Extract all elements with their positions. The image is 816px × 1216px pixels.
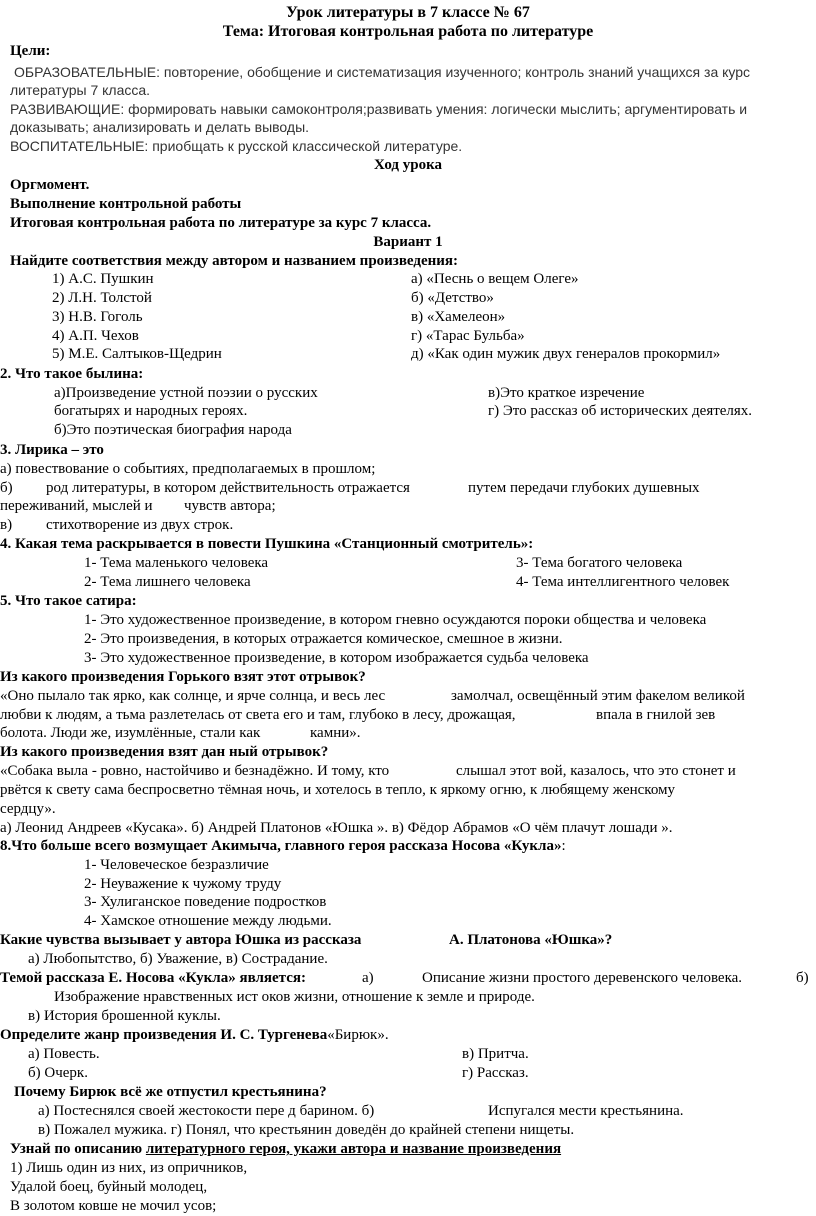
q1-work: г) «Тарас Бульба» bbox=[411, 328, 525, 344]
q1-author: 5) М.Е. Салтыков-Щедрин bbox=[52, 346, 222, 362]
q1-author: 3) Н.В. Гоголь bbox=[52, 309, 143, 325]
q3-option-b-end: путем передачи глубоких душевных bbox=[468, 480, 700, 496]
q13-title-underlined: литературного героя, укажи автора и название произведения bbox=[145, 1141, 562, 1157]
q12-title: Почему Бирюк всё же отпустил крестьянина? bbox=[14, 1084, 327, 1100]
q3-option-b-cont: переживаний, мыслей и bbox=[0, 498, 153, 514]
variant-heading: Вариант 1 bbox=[373, 234, 443, 250]
lesson-course-heading: Ход урока bbox=[373, 157, 443, 173]
goals-heading: Цели: bbox=[10, 43, 51, 59]
final-test-heading: Итоговая контрольная работа по литературе за курс 7 класса. bbox=[10, 215, 432, 231]
test-execution: Выполнение контрольной работы bbox=[10, 196, 242, 212]
q3-option-v-mark: в) bbox=[0, 517, 13, 533]
q3-title: 3. Лирика – это bbox=[0, 442, 104, 458]
q4-title: 4. Какая тема раскрывается в повести Пушкина «Станционный смотритель»: bbox=[0, 536, 534, 552]
q4-option-3: 3- Тема богатого человека bbox=[516, 555, 683, 571]
goal-upbringing: ВОСПИТАТЕЛЬНЫЕ: приобщать к русской классической литературе. bbox=[10, 138, 463, 154]
q10-option-a: Описание жизни простого деревенского человека. bbox=[422, 970, 743, 986]
q1-author: 1) А.С. Пушкин bbox=[52, 271, 154, 287]
q8-title bbox=[0, 837, 566, 855]
q11-option-v: в) Притча. bbox=[462, 1046, 529, 1062]
goal-developing-line1: РАЗВИВАЮЩИЕ: формировать навыки самоконтроля;развивать умения: логически мыслить; аргументировать и bbox=[10, 101, 748, 117]
q3-option-v: стихотворение из двух строк. bbox=[46, 517, 234, 533]
q12-options-line1: а) Постеснялся своей жестокости пере д барином. б) bbox=[38, 1103, 375, 1119]
q1-work: в) «Хамелеон» bbox=[411, 309, 506, 325]
q8-title-text: 8.Что больше всего возмущает Акимыча, главного героя рассказа Носова «Кукла» bbox=[0, 838, 562, 854]
q6-excerpt-line3-end: камни». bbox=[310, 725, 361, 741]
q7-excerpt-line1-end: слышал этот вой, казалось, что это стонет и bbox=[456, 763, 736, 779]
q2-option-a: а)Произведение устной поэзии о русских bbox=[54, 385, 318, 401]
goal-educational-line1: ОБРАЗОВАТЕЛЬНЫЕ: повторение, обобщение и систематизация изученного; контроль знаний учащихся за курс bbox=[14, 64, 751, 80]
q3-option-b: род литературы, в котором действительность отражается bbox=[46, 480, 410, 496]
q10-option-a-mark: а) bbox=[362, 970, 374, 986]
q5-option-1: 1- Это художественное произведение, в котором гневно осуждаются пороки общества и человека bbox=[84, 612, 707, 628]
q12-option-b: Испугался мести крестьянина. bbox=[488, 1103, 684, 1119]
q13-poem-line2: Удалой боец, буйный молодец, bbox=[10, 1179, 208, 1195]
q7-excerpt-line2: рвётся к свету сама беспросветно тёмная ночь, и хотелось в тепло, к яркому огню, к любящему женскому bbox=[0, 782, 676, 798]
q6-excerpt-line2-end: впала в гнилой зев bbox=[596, 707, 716, 723]
q1-author: 4) А.П. Чехов bbox=[52, 328, 139, 344]
q2-title: 2. Что такое былина: bbox=[0, 366, 144, 382]
q9-title: Какие чувства вызывает у автора Юшка из рассказа bbox=[0, 932, 362, 948]
q13-poem-line3: В золотом ковше не мочил усов; bbox=[10, 1198, 217, 1214]
q11-option-b: б) Очерк. bbox=[28, 1065, 88, 1081]
q9-answers: а) Любопытство, б) Уважение, в) Сострадание. bbox=[28, 951, 328, 967]
q6-excerpt-line2: любви к людям, а тьма разлетелась от света его и там, глубоко в лесу, дрожащая, bbox=[0, 707, 516, 723]
q9-title-end: А. Платонова «Юшка»? bbox=[449, 932, 613, 948]
q11-title bbox=[0, 1026, 389, 1044]
q2-option-v: в)Это краткое изречение bbox=[488, 385, 645, 401]
q8-option-4: 4- Хамское отношение между людьми. bbox=[84, 913, 332, 929]
q8-option-3: 3- Хулиганское поведение подростков bbox=[84, 894, 327, 910]
q3-option-a: а) повествование о событиях, предполагаемых в прошлом; bbox=[0, 461, 376, 477]
q2-option-a-cont: богатырях и народных героях. bbox=[54, 403, 248, 419]
q3-option-b-cont-end: чувств автора; bbox=[184, 498, 276, 514]
q4-option-2: 2- Тема лишнего человека bbox=[84, 574, 251, 590]
q4-option-1: 1- Тема маленького человека bbox=[84, 555, 269, 571]
goal-educational-line2: литературы 7 класса. bbox=[10, 82, 151, 98]
q11-option-g: г) Рассказ. bbox=[462, 1065, 529, 1081]
q1-work: а) «Песнь о вещем Олеге» bbox=[411, 271, 579, 287]
q11-title-work: «Бирюк». bbox=[327, 1027, 389, 1043]
q1-author: 2) Л.Н. Толстой bbox=[52, 290, 152, 306]
q5-option-3: 3- Это художественное произведение, в котором изображается судьба человека bbox=[84, 650, 589, 666]
q8-title-colon: : bbox=[561, 838, 566, 854]
q6-excerpt-line1-end: замолчал, освещённый этим факелом великой bbox=[451, 688, 745, 704]
q10-option-v: в) История брошенной куклы. bbox=[28, 1008, 221, 1024]
q13-poem-line1: 1) Лишь один из них, из опричников, bbox=[10, 1160, 248, 1176]
q5-option-2: 2- Это произведения, в которых отражается комическое, смешное в жизни. bbox=[84, 631, 563, 647]
q7-excerpt-line3: сердцу». bbox=[0, 801, 56, 817]
lesson-topic: Тема: Итоговая контрольная работа по литературе bbox=[222, 23, 594, 40]
q11-title-text: Определите жанр произведения И. С. Тургенева bbox=[0, 1027, 328, 1043]
q5-title: 5. Что такое сатира: bbox=[0, 593, 137, 609]
q10-option-b: Изображение нравственных ист оков жизни, отношение к земле и природе. bbox=[54, 989, 535, 1005]
q7-excerpt-line1: «Собака выла - ровно, настойчиво и безнадёжно. И тому, кто bbox=[0, 763, 390, 779]
q13-title bbox=[10, 1140, 561, 1158]
q1-work: д) «Как один мужик двух генералов прокормил» bbox=[411, 346, 721, 362]
q1-work: б) «Детство» bbox=[411, 290, 494, 306]
q13-title-text: Узнай по описанию bbox=[10, 1141, 143, 1157]
q4-option-4: 4- Тема интеллигентного человек bbox=[516, 574, 730, 590]
q7-title: Из какого произведения взят дан ный отрывок? bbox=[0, 744, 329, 760]
q3-option-b-mark: б) bbox=[0, 480, 13, 496]
q6-excerpt-line1: «Оно пылало так ярко, как солнце, и ярче солнца, и весь лес bbox=[0, 688, 386, 704]
goal-developing-line2: доказывать; анализировать и делать выводы. bbox=[10, 119, 310, 135]
q2-option-g: г) Это рассказ об исторических деятелях. bbox=[488, 403, 753, 419]
q8-option-2: 2- Неуважение к чужому труду bbox=[84, 876, 282, 892]
q11-option-a: а) Повесть. bbox=[28, 1046, 100, 1062]
q7-answers: а) Леонид Андреев «Кусака». б) Андрей Платонов «Юшка ». в) Фёдор Абрамов «О чём плачут лошади ». bbox=[0, 820, 673, 836]
q10-option-b-mark: б) bbox=[796, 970, 809, 986]
org-moment: Оргмомент. bbox=[10, 177, 90, 193]
q1-title: Найдите соответствия между автором и названием произведения: bbox=[10, 253, 459, 269]
q10-title: Темой рассказа Е. Носова «Кукла» является: bbox=[0, 970, 306, 986]
lesson-title: Урок литературы в 7 классе № 67 bbox=[286, 4, 530, 21]
q2-option-b: б)Это поэтическая биография народа bbox=[54, 422, 292, 438]
q6-title: Из какого произведения Горького взят этот отрывок? bbox=[0, 669, 366, 685]
q8-option-1: 1- Человеческое безразличие bbox=[84, 857, 269, 873]
q12-options-line2: в) Пожалел мужика. г) Понял, что крестьянин доведён до крайней степени нищеты. bbox=[38, 1122, 575, 1138]
q6-excerpt-line3: болота. Люди же, изумлённые, стали как bbox=[0, 725, 261, 741]
